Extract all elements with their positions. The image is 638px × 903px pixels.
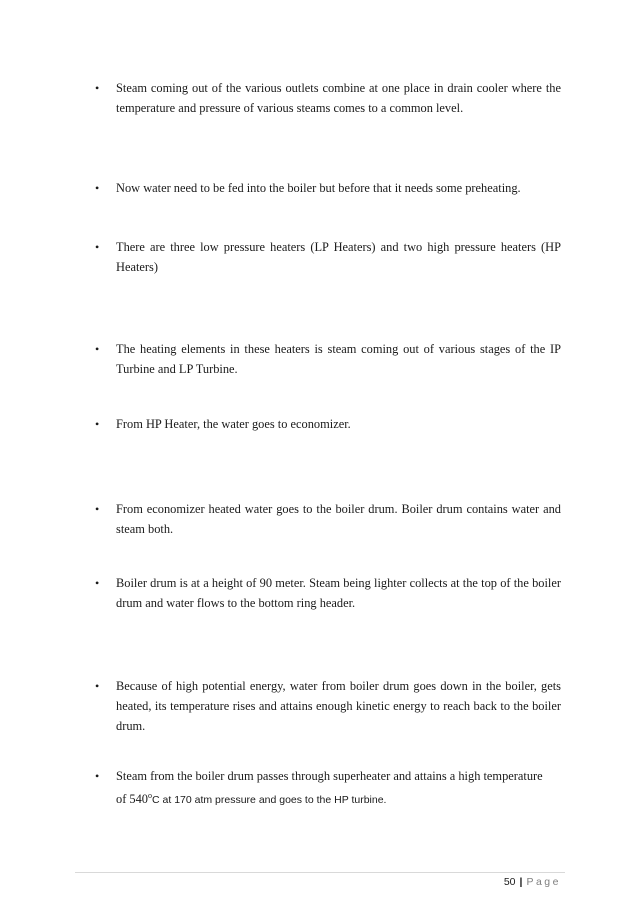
bullet-icon: • xyxy=(95,502,100,516)
bullet-icon: • xyxy=(95,576,100,590)
bullet-text: Now water need to be fed into the boiler but before that it needs some preheating. xyxy=(116,181,521,195)
bullet-text: From HP Heater, the water goes to economizer. xyxy=(116,417,351,431)
bullet-icon: • xyxy=(95,81,100,95)
bullet-icon: • xyxy=(95,679,100,693)
bullet-text: From economizer heated water goes to the boiler drum. Boiler drum contains water and steam both. xyxy=(116,502,561,536)
bullet-item xyxy=(95,766,561,810)
bullet-item xyxy=(95,414,561,434)
bullet-text: Steam coming out of the various outlets combine at one place in drain cooler where the temperature and pressure of various steams comes to a common level. xyxy=(116,81,561,115)
bullet-text: Steam from the boiler drum passes through superheater and attains a high temperature xyxy=(116,769,543,783)
footer-separator: | xyxy=(519,876,523,888)
bullet-item xyxy=(95,499,561,539)
page-footer xyxy=(504,876,561,888)
degree-symbol: o xyxy=(148,791,153,800)
bullet-icon: • xyxy=(95,342,100,356)
temperature-value: of 540 xyxy=(116,792,149,807)
bullet-text-line2 xyxy=(116,786,561,810)
page-label: Page xyxy=(526,876,561,888)
bullet-item xyxy=(95,178,561,198)
bullet-item xyxy=(95,78,561,118)
bullet-icon: • xyxy=(95,417,100,431)
bullet-icon: • xyxy=(95,181,100,195)
bullet-text: There are three low pressure heaters (LP Heaters) and two high pressure heaters (HP Heaters) xyxy=(116,240,561,274)
bullet-icon: • xyxy=(95,240,100,254)
bullet-item xyxy=(95,339,561,379)
bullet-item xyxy=(95,237,561,277)
bullet-icon: • xyxy=(95,769,100,783)
page-number: 50 xyxy=(503,876,516,888)
bullet-text: The heating elements in these heaters is steam coming out of various stages of the IP Turbine and LP Turbine. xyxy=(116,342,561,376)
bullet-text: Because of high potential energy, water from boiler drum goes down in the boiler, gets heated, its temperature rises and attains enough kinetic energy to reach back to the boiler drum. xyxy=(116,679,561,733)
bullet-item xyxy=(95,676,561,736)
bullet-text-rest: C at 170 atm pressure and goes to the HP turbine. xyxy=(152,794,387,807)
footer-divider xyxy=(75,872,565,873)
bullet-item xyxy=(95,573,561,613)
bullet-text: Boiler drum is at a height of 90 meter. Steam being lighter collects at the top of the boiler drum and water flows to the bottom ring header. xyxy=(116,576,561,610)
